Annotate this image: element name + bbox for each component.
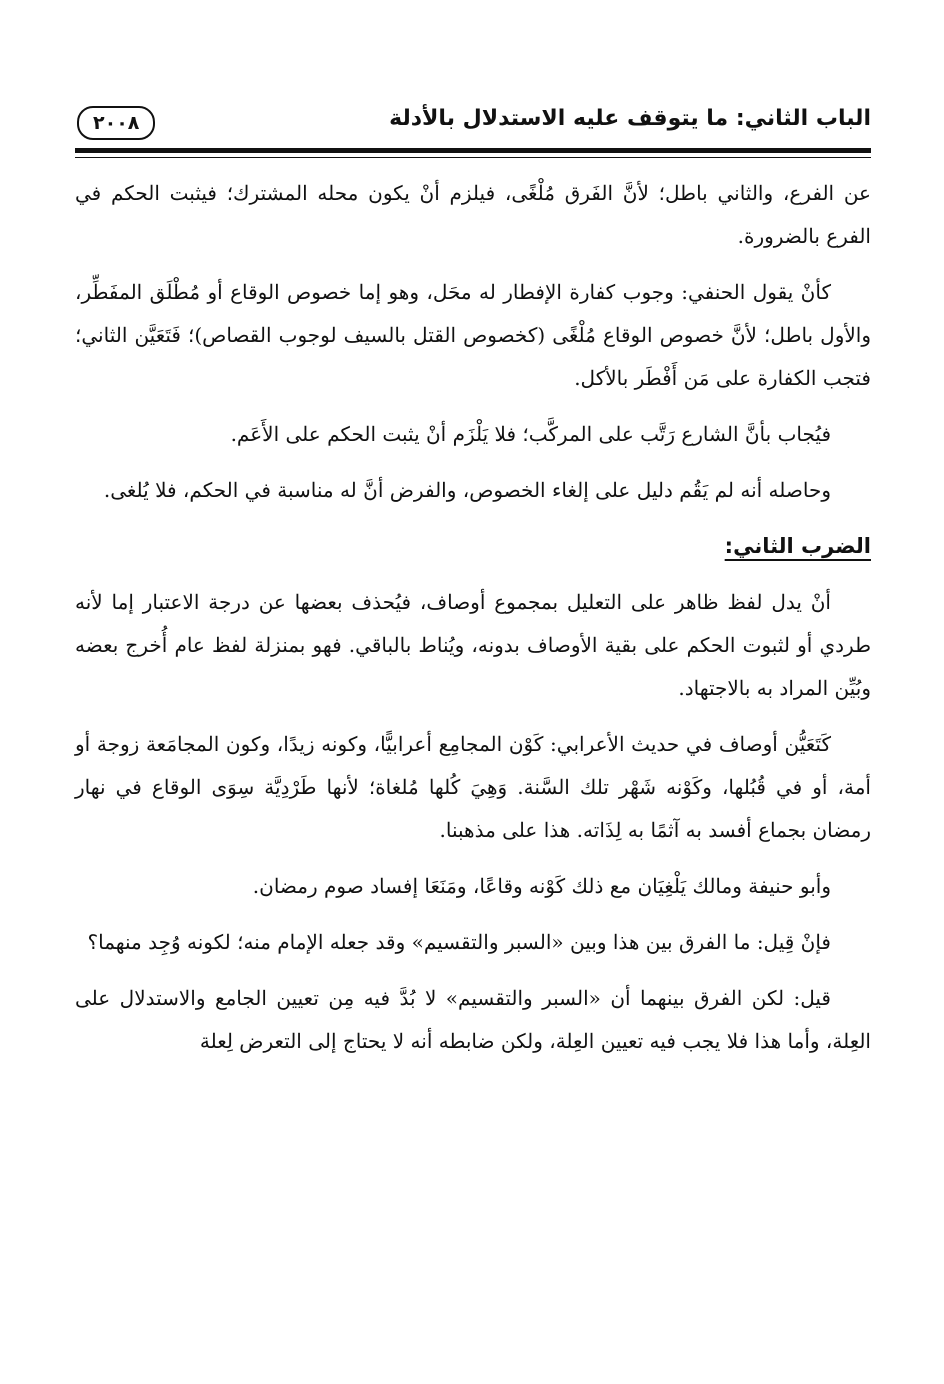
paragraph: وحاصله أنه لم يَقُم دليل على إلغاء الخصوص، والفرض أنَّ له مناسبة في الحكم، فلا يُلغى. (103, 478, 831, 502)
section-heading: الضرب الثاني: (724, 534, 871, 558)
paragraph: أنْ يدل لفظ ظاهر على التعليل بمجموع أوصاف، فيُحذف بعضها عن درجة الاعتبار إما لأنه طردي أو لثبوت الحكم على بقية الأوصاف بدونه، ويُناط بالباقي. فهو بمنزلة لفظ عام أُخرج بعضه وبُيِّن المراد به بالاجتهاد. (75, 590, 871, 700)
paragraph: وأبو حنيفة ومالك يَلْغِيَان مع ذلك كَوْنه وقاعًا، ومَنَعَا إفساد صوم رمضان. (252, 874, 831, 898)
page-header (75, 100, 871, 148)
page-number-badge: ٢٠٠٨ (77, 106, 155, 140)
paragraph: فإنْ قِيل: ما الفرق بين هذا وبين «السبر والتقسيم» وقد جعله الإمام منه؛ لكونه وُجِد منهما؟ (87, 930, 831, 954)
paragraph: كَتَعَيُّن أوصاف في حديث الأعرابي: كَوْن المجامِع أعرابيًّا، وكونه زيدًا، وكون المجامَعة زوجة أو أمة، أو في قُبُلها، وكَوْنه شَهْر تلك السَّنة. وَهِيَ كُلها مُلغاة؛ لأنها طَرْدِيَّة سِوَى الوقاع في نهار رمضان بجماع أفسد به آثمًا به لِذَاته. هذا على مذهبنا. (75, 732, 871, 842)
header-rule-thick (75, 148, 871, 153)
body-text (75, 172, 871, 1076)
paragraph: قيل: لكن الفرق بينهما أن «السبر والتقسيم» لا بُدَّ فيه مِن تعيين الجامع والاستدلال على العِلة، وأما هذا فلا يجب فيه تعيين العِلة، ولكن ضابطه أنه لا يحتاج إلى التعرض لِعلة (75, 986, 871, 1053)
paragraph: فيُجاب بأنَّ الشارع رَتَّب على المركَّب؛ فلا يَلْزَم أنْ يثبت الحكم على الأَعَم. (230, 422, 831, 446)
running-title: الباب الثاني: ما يتوقف عليه الاستدلال بالأدلة (389, 106, 871, 131)
paragraph: كأنْ يقول الحنفي: وجوب كفارة الإفطار له محَل، وهو إما خصوص الوقاع أو مُطْلَق المفَطِّر، والأول باطل؛ لأنَّ خصوص الوقاع مُلْغًى (كخصوص القتل بالسيف لوجوب القصاص)؛ فَتَعَيَّن الثاني؛ فتجب الكفارة على مَن أَفْطَر بالأكل. (75, 280, 871, 390)
paragraph: عن الفرع، والثاني باطل؛ لأنَّ الفَرق مُلْغًى، فيلزم أنْ يكون محله المشترك؛ فيثبت الحكم في الفرع بالضرورة. (75, 181, 871, 248)
header-rule-thin (75, 157, 871, 158)
